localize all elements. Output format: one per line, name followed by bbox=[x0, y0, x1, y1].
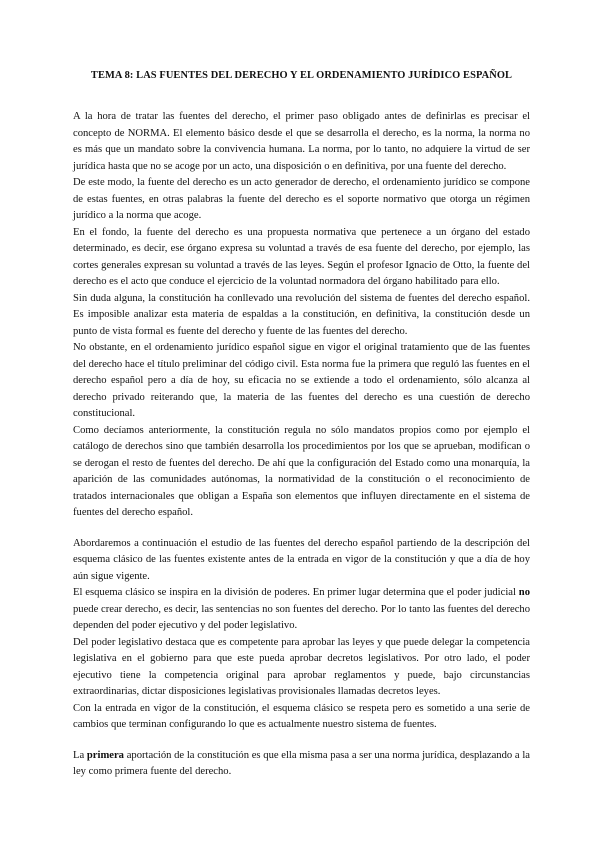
paragraph-propuesta-normativa: En el fondo, la fuente del derecho es una propuesta normativa que pertenece a un órgano del estado determinado, es decir, ese órgano expresa su voluntad a través de esa fuente del derecho, por ejemplo, las cortes generales expresan su voluntad a través de las leyes. Según el profesor Ignacio de Otto, la fuente del derecho es el acto que conduce el ejercicio de la voluntad normadora del órgano habilitado para ello. bbox=[73, 226, 530, 287]
paragraph-entrada-vigor: Con la entrada en vigor de la constitución, el esquema clásico se respeta pero es sometido a una serie de cambios que terminan configurando lo que es actualmente nuestro sistema de fuentes. bbox=[73, 702, 530, 730]
paragraph-poder-legislativo: Del poder legislativo destaca que es competente para aprobar las leyes y que puede delegar la competencia legislativa en el gobierno para que este pueda aprobar decretos legislativos. Por otro lado, el poder ejecutivo tiene la competencia original para aprobar reglamentos y puede, bajo circunstancias extraordinarias, dictar disposiciones legislativas provisionales llamadas decretos leyes. bbox=[73, 636, 530, 697]
paragraph-regulacion-constitucion: Como decíamos anteriormente, la constitución regula no sólo mandatos propios como por ejemplo el catálogo de derechos sino que también desarrolla los procedimientos por los que se aprueban, modifican o se derogan el resto de fuentes del derecho. De ahí que la configuración del Estado como una monarquía, la aparición de las comunidades autónomas, la normatividad de la constitución o el reconocimiento de tratados internacionales que obligan a España son elementos que influyen directamente en el sistema de fuentes del derecho español. bbox=[73, 424, 530, 518]
text-run: aportación de la constitución es que ella misma pasa a ser una norma jurídica, desplazando a la ley como primera fuente del derecho. bbox=[73, 749, 530, 777]
paragraph-gap bbox=[73, 734, 530, 748]
paragraph-fuente-acto-generador: De este modo, la fuente del derecho es un acto generador de derecho, el ordenamiento jurídico se compone de estas fuentes, en otras palabras la fuente del derecho es el soporte normativo que otorga un régimen jurídico a la norma que acoge. bbox=[73, 177, 530, 221]
document-title: TEMA 8: LAS FUENTES DEL DERECHO Y EL ORDENAMIENTO JURÍDICO ESPAÑOL bbox=[90, 70, 513, 81]
paragraph-division-poderes bbox=[73, 585, 530, 635]
paragraph-gap bbox=[73, 522, 530, 536]
paragraph-codigo-civil: No obstante, en el ordenamiento jurídico español sigue en vigor el original tratamiento que de las fuentes del derecho hace el título preliminar del código civil. Esta norma fue la primera que reguló las fuentes en el derecho español pero a día de hoy, su eficacia no se extiende a todo el ordenamiento, sólo alcanza al derecho privado reiterando que, la materia de las fuentes del derecho es una cuestión de derecho constitucional. bbox=[73, 342, 530, 419]
bold-text: no bbox=[518, 587, 530, 598]
text-run: puede crear derecho, es decir, las sentencias no son fuentes del derecho. Por lo tanto las fuentes del derecho dependen del poder ejecutivo y del poder legislativo. bbox=[73, 603, 530, 631]
text-run: El esquema clásico se inspira en la división de poderes. En primer lugar determina que el poder judicial bbox=[73, 587, 519, 598]
bold-text: primera bbox=[86, 749, 124, 761]
paragraph-esquema-clasico-intro: Abordaremos a continuación el estudio de las fuentes del derecho español partiendo de la descripción del esquema clásico de las fuentes existente antes de la entrada en vigor de la constitución y que a día de hoy aún sigue vigente. bbox=[73, 537, 530, 582]
paragraph-norma-concept: A la hora de tratar las fuentes del derecho, el primer paso obligado antes de definirlas es precisar el concepto de NORMA. El elemento básico desde el que se desarrolla el derecho, es la norma, la norma no es más que un mandato sobre la convivencia humana. La norma, por lo tanto, no adquiere la virtud de ser jurídica hasta que no se acoge por un acto, una disposición o en definitiva, por una fuente del derecho. bbox=[73, 111, 530, 172]
paragraph-primera-aportacion bbox=[73, 748, 530, 781]
paragraph-revolucion-constitucion: Sin duda alguna, la constitución ha conllevado una revolución del sistema de fuentes del derecho español. Es imposible analizar esta materia de espaldas a la constitución, en definitiva, la constitución desde un punto de vista formal es fuente del derecho y fuente de las fuentes del derecho. bbox=[73, 292, 530, 337]
text-run: La bbox=[73, 749, 87, 761]
